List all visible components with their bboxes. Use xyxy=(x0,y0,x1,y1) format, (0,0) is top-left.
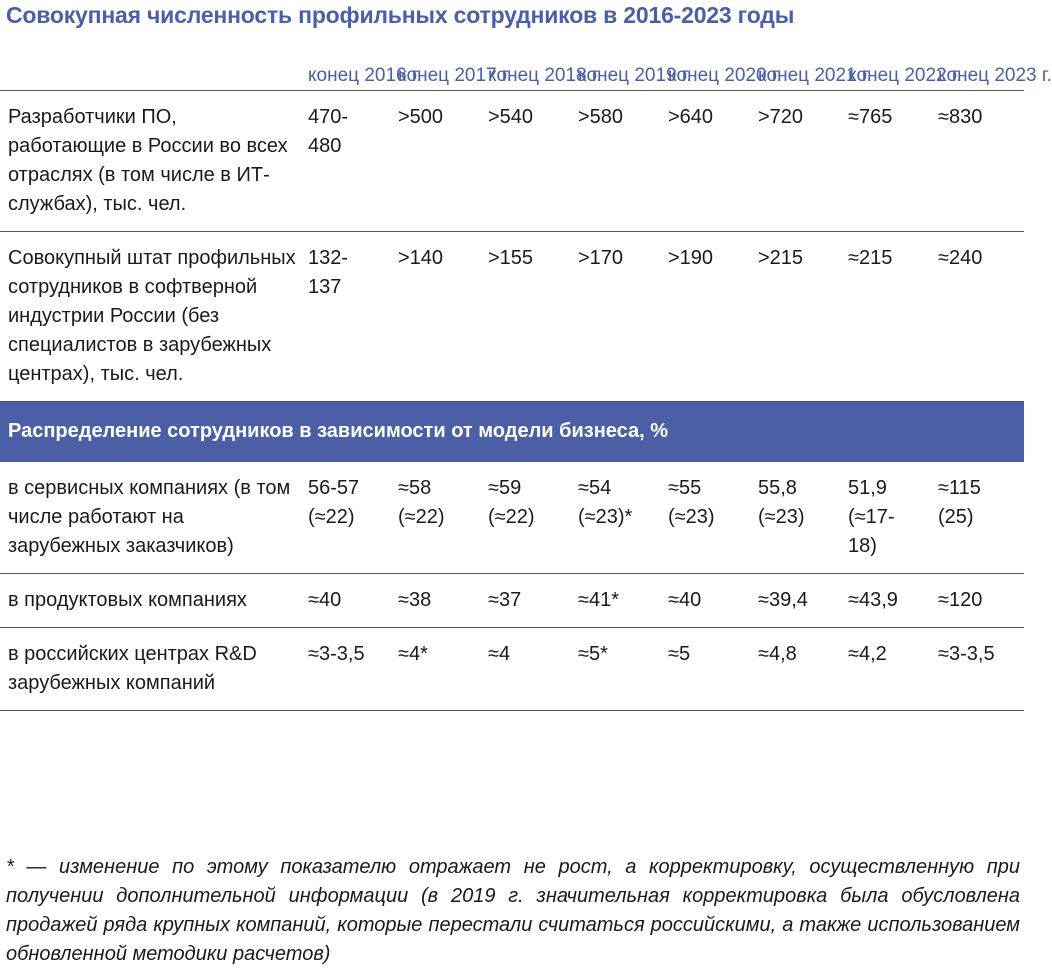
table-cell: ≈5 xyxy=(668,643,691,665)
table-cell: >580 xyxy=(578,106,624,128)
footnote: * — изменение по этому показателю отражает не рост, а корректировку, осуществленную при получении дополнительной информации (в 2019 г. значительная корректировка была обусловлена продажей ряда крупных компаний, которые перестали считаться российскими, а также использованием обновленной методики расчетов) xyxy=(6,856,1020,965)
table-cell: ≈37 xyxy=(488,589,522,611)
table-cell: >540 xyxy=(488,106,534,128)
table-cell: 51,9 (≈17- 18) xyxy=(848,477,895,557)
table-cell: ≈115 (25) xyxy=(938,477,981,528)
table-row-rd-centers xyxy=(0,628,1024,711)
table-cell: ≈55 (≈23) xyxy=(668,477,715,528)
header-empty-cell xyxy=(0,62,300,91)
table-cell: ≈39,4 xyxy=(758,589,808,611)
staff-table xyxy=(0,62,1052,711)
row-label: в продуктовых компаниях xyxy=(8,589,247,611)
table-cell: ≈58 (≈22) xyxy=(398,477,445,528)
table-cell: >190 xyxy=(668,247,714,269)
table-row-total-staff xyxy=(0,232,1024,402)
table-row-product-companies xyxy=(0,574,1024,628)
row-label: в сервисных компаниях (в том числе работают на зарубежных заказчиков) xyxy=(8,477,291,557)
column-header-2017: конец 2017 г. xyxy=(398,65,512,86)
table-cell: ≈4 xyxy=(488,643,511,665)
table-cell: ≈41* xyxy=(578,589,620,611)
row-label: Разработчики ПО, работающие в России во всех отраслях (в том числе в ИТ-службах), тыс. чел. xyxy=(8,106,288,215)
table-header-row xyxy=(0,62,1024,91)
table-cell: >155 xyxy=(488,247,534,269)
table-cell: ≈120 xyxy=(938,589,983,611)
table-cell: ≈215 xyxy=(848,247,893,269)
table-cell: ≈830 xyxy=(938,106,983,128)
column-header-2023: конец 2023 г. xyxy=(938,65,1052,86)
table-cell: 132- 137 xyxy=(308,247,349,298)
table-cell: ≈43,9 xyxy=(848,589,898,611)
column-header-2022: конец 2022 г. xyxy=(848,65,962,86)
row-label: Совокупный штат профильных сотрудников в софтверной индустрии России (без специалистов в зарубежных центрах), тыс. чел. xyxy=(8,247,296,385)
table-cell: ≈54 (≈23)* xyxy=(578,477,633,528)
table-cell: 55,8 (≈23) xyxy=(758,477,805,528)
table-cell: >215 xyxy=(758,247,804,269)
table-cell: >140 xyxy=(398,247,444,269)
table-cell: ≈240 xyxy=(938,247,983,269)
column-header-2016: конец 2016 г. xyxy=(308,65,422,86)
table-cell: ≈3-3,5 xyxy=(308,643,365,665)
table-row-service-companies xyxy=(0,462,1024,574)
column-header-2019: конец 2019 г. xyxy=(578,65,692,86)
section-title: Распределение сотрудников в зависимости от модели бизнеса, % xyxy=(0,402,1024,463)
column-header-2021: конец 2021 г. xyxy=(758,65,872,86)
table-cell: 470- 480 xyxy=(308,106,349,157)
table-cell: ≈38 xyxy=(398,589,432,611)
page-title: Совокупная численность профильных сотрудников в 2016-2023 годы xyxy=(6,2,795,28)
table-cell: >500 xyxy=(398,106,444,128)
table-cell: 56-57 (≈22) xyxy=(308,477,360,528)
table-cell: ≈59 (≈22) xyxy=(488,477,535,528)
column-header-2020: конец 2020 г. xyxy=(668,65,782,86)
table-cell: ≈4,2 xyxy=(848,643,887,665)
table-cell: ≈40 xyxy=(308,589,342,611)
table-cell: ≈765 xyxy=(848,106,893,128)
column-header-2018: конец 2018 г. xyxy=(488,65,602,86)
table-cell: >720 xyxy=(758,106,804,128)
table-cell: >170 xyxy=(578,247,624,269)
table-cell: ≈3-3,5 xyxy=(938,643,995,665)
table-cell: >640 xyxy=(668,106,714,128)
table-cell: ≈4* xyxy=(398,643,428,665)
section-header-row xyxy=(0,402,1024,463)
table-cell: ≈40 xyxy=(668,589,702,611)
table-cell: ≈4,8 xyxy=(758,643,797,665)
row-label: в российских центрах R&D зарубежных компаний xyxy=(8,643,257,694)
table-cell: ≈5* xyxy=(578,643,608,665)
table-row-developers xyxy=(0,91,1024,232)
